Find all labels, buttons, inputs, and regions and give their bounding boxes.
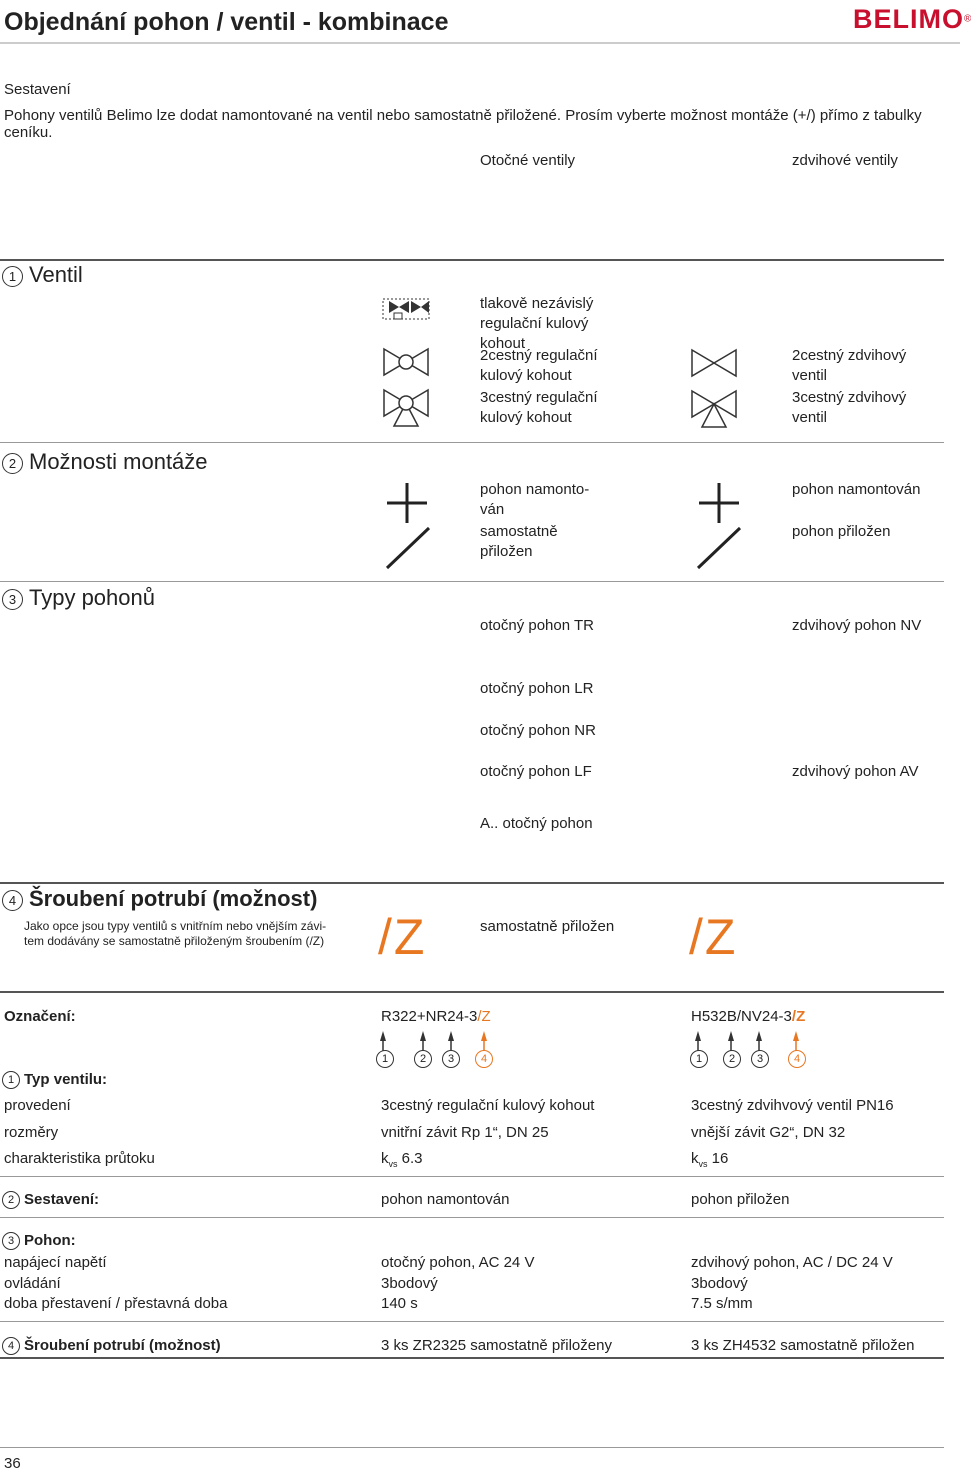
three-way-ball-valve-icon <box>382 388 430 428</box>
section-ventil-heading <box>2 262 83 288</box>
slash-icon <box>696 526 742 570</box>
marker-4: 4 <box>788 1050 810 1068</box>
three-way-globe-valve-icon <box>690 389 738 429</box>
logo-text: BELIMO <box>853 4 964 34</box>
row-right-value: 3bodový <box>691 1275 748 1292</box>
sestaveni-right: pohon přiložen <box>691 1191 790 1208</box>
section-number: 2 <box>2 453 23 474</box>
example-code-left <box>381 1008 491 1025</box>
mount-option-mounted-lift: pohon namontován <box>792 481 921 498</box>
valve-2way-globe-label: 2cestný zdvihový ventil <box>792 347 907 384</box>
row-right-value: zdvihový pohon, AC / DC 24 V <box>691 1254 893 1271</box>
marker-2: 2 <box>723 1050 745 1068</box>
section-label: Možnosti montáže <box>29 449 208 474</box>
arrows-left-icon <box>380 1031 490 1051</box>
section-sroubeni-heading <box>2 886 317 912</box>
valve-2way-ball-label: 2cestný regulační kulový kohout <box>480 347 598 384</box>
row-right-value: 3cestný zdvihvový ventil PN16 <box>691 1097 894 1114</box>
column-header-lift: zdvihové ventily <box>792 152 898 169</box>
row-right-value: vnější závit G2“, DN 32 <box>691 1124 846 1141</box>
page-title: Objednání pohon / ventil - kombinace <box>4 8 449 36</box>
actuator-nv: zdvihový pohon NV <box>792 617 922 634</box>
row-label: napájecí napětí <box>4 1254 107 1271</box>
row-label: doba přestavení / přestavná doba <box>4 1295 228 1312</box>
page-number: 36 <box>4 1455 21 1472</box>
row-left-value: 3cestný regulační kulový kohout <box>381 1097 595 1114</box>
valve-picv-label: tlakově nezávislý regulační kulový kohout <box>480 295 594 352</box>
actuator-lf: otočný pohon LF <box>480 763 592 780</box>
example-code-right <box>691 1008 805 1025</box>
sestaveni-left: pohon namontován <box>381 1191 510 1208</box>
column-header-rotary: Otočné ventily <box>480 152 576 169</box>
kvs-left: $k_{vs}$ 6.3 <box>381 1150 423 1169</box>
picv-valve-icon <box>381 295 431 323</box>
belimo-logo <box>853 4 971 35</box>
actuator-tr: otočný pohon TR <box>480 617 594 634</box>
mount-option-separate-lift: pohon přiložen <box>792 523 891 540</box>
slash-icon <box>385 526 431 570</box>
row-left-value: otočný pohon, AC 24 V <box>381 1254 535 1271</box>
sestaveni-heading: 2 Sestavení: <box>2 1191 99 1209</box>
actuator-nr: otočný pohon NR <box>480 722 596 739</box>
plus-icon <box>697 483 741 523</box>
actuator-a: A.. otočný pohon <box>480 815 593 832</box>
valve-3way-ball-label: 3cestný regulační kulový kohout <box>480 389 598 426</box>
section-label: Typy pohonů <box>29 585 155 610</box>
order-code-suffix: /Z <box>477 1008 491 1025</box>
mount-option-separate: samostatně přiložen <box>480 523 558 560</box>
row-label: rozměry <box>4 1124 59 1141</box>
oznaceni-label: Označení: <box>4 1008 76 1025</box>
kvs-right: $k_{vs}$ 16 <box>691 1150 729 1169</box>
marker-4: 4 <box>475 1050 497 1068</box>
marker-3: 3 <box>442 1050 464 1068</box>
row-left-value: vnitřní závit Rp 1“, DN 25 <box>381 1124 549 1141</box>
section-typy-heading <box>2 585 155 611</box>
row-right-value: 7.5 s/mm <box>691 1295 753 1312</box>
actuator-av: zdvihový pohon AV <box>792 763 919 780</box>
row-left-value: 140 s <box>381 1295 418 1312</box>
typ-ventilu-heading: 1 Typ ventilu: <box>2 1071 107 1089</box>
section-number: 1 <box>2 266 23 287</box>
pohon-heading: 3 Pohon: <box>2 1232 76 1250</box>
marker-1: 1 <box>690 1050 712 1068</box>
actuator-lr: otočný pohon LR <box>480 680 594 697</box>
intro-text: Pohony ventilů Belimo lze dodat namontované na ventil nebo samostatně přiložené. Prosím vyberte možnost montáže (+/) přímo z tabulky ceníku. <box>4 107 922 141</box>
sroubeni-row-heading: 4 Šroubení potrubí (možnost) <box>2 1337 221 1355</box>
sroubeni-right: 3 ks ZH4532 samostatně přiložen <box>691 1337 915 1354</box>
sroubeni-option: samostatně přiložen <box>480 918 615 935</box>
section-montaz-heading <box>2 449 208 475</box>
valve-3way-globe-label: 3cestný zdvihový ventil <box>792 389 907 426</box>
order-code-suffix: /Z <box>791 1008 806 1025</box>
order-code: R322+NR24-3 <box>381 1008 478 1025</box>
plus-icon <box>385 483 429 523</box>
intro-heading: Sestavení <box>4 81 71 98</box>
marker-3: 3 <box>751 1050 773 1068</box>
marker-1: 1 <box>376 1050 398 1068</box>
sroubeni-left: 3 ks ZR2325 samostatně přiloženy <box>381 1337 612 1354</box>
order-code: H532B/NV24-3 <box>691 1008 792 1025</box>
arrows-right-icon <box>695 1031 805 1051</box>
row-label: charakteristika průtoku <box>4 1150 155 1167</box>
mount-option-mounted: pohon namonto- ván <box>480 481 590 518</box>
row-label: provedení <box>4 1097 71 1114</box>
slash-z-mark-lift: /Z <box>689 909 738 965</box>
row-left-value: 3bodový <box>381 1275 438 1292</box>
sroubeni-note: Jako opce jsou typy ventilů s vnitřním nebo vnějším závi- tem dodávány se samostatně přiloženým šroubením (/Z) <box>24 919 327 948</box>
section-number: 4 <box>2 890 23 911</box>
row-label: ovládání <box>4 1275 61 1292</box>
logo-registered-mark: ® <box>964 13 971 25</box>
two-way-ball-valve-icon <box>382 347 430 377</box>
marker-2: 2 <box>414 1050 436 1068</box>
section-number: 3 <box>2 589 23 610</box>
section-label: Ventil <box>29 262 83 287</box>
section-label: Šroubení potrubí (možnost) <box>29 886 318 911</box>
two-way-globe-valve-icon <box>690 348 738 378</box>
slash-z-mark: /Z <box>378 909 427 965</box>
